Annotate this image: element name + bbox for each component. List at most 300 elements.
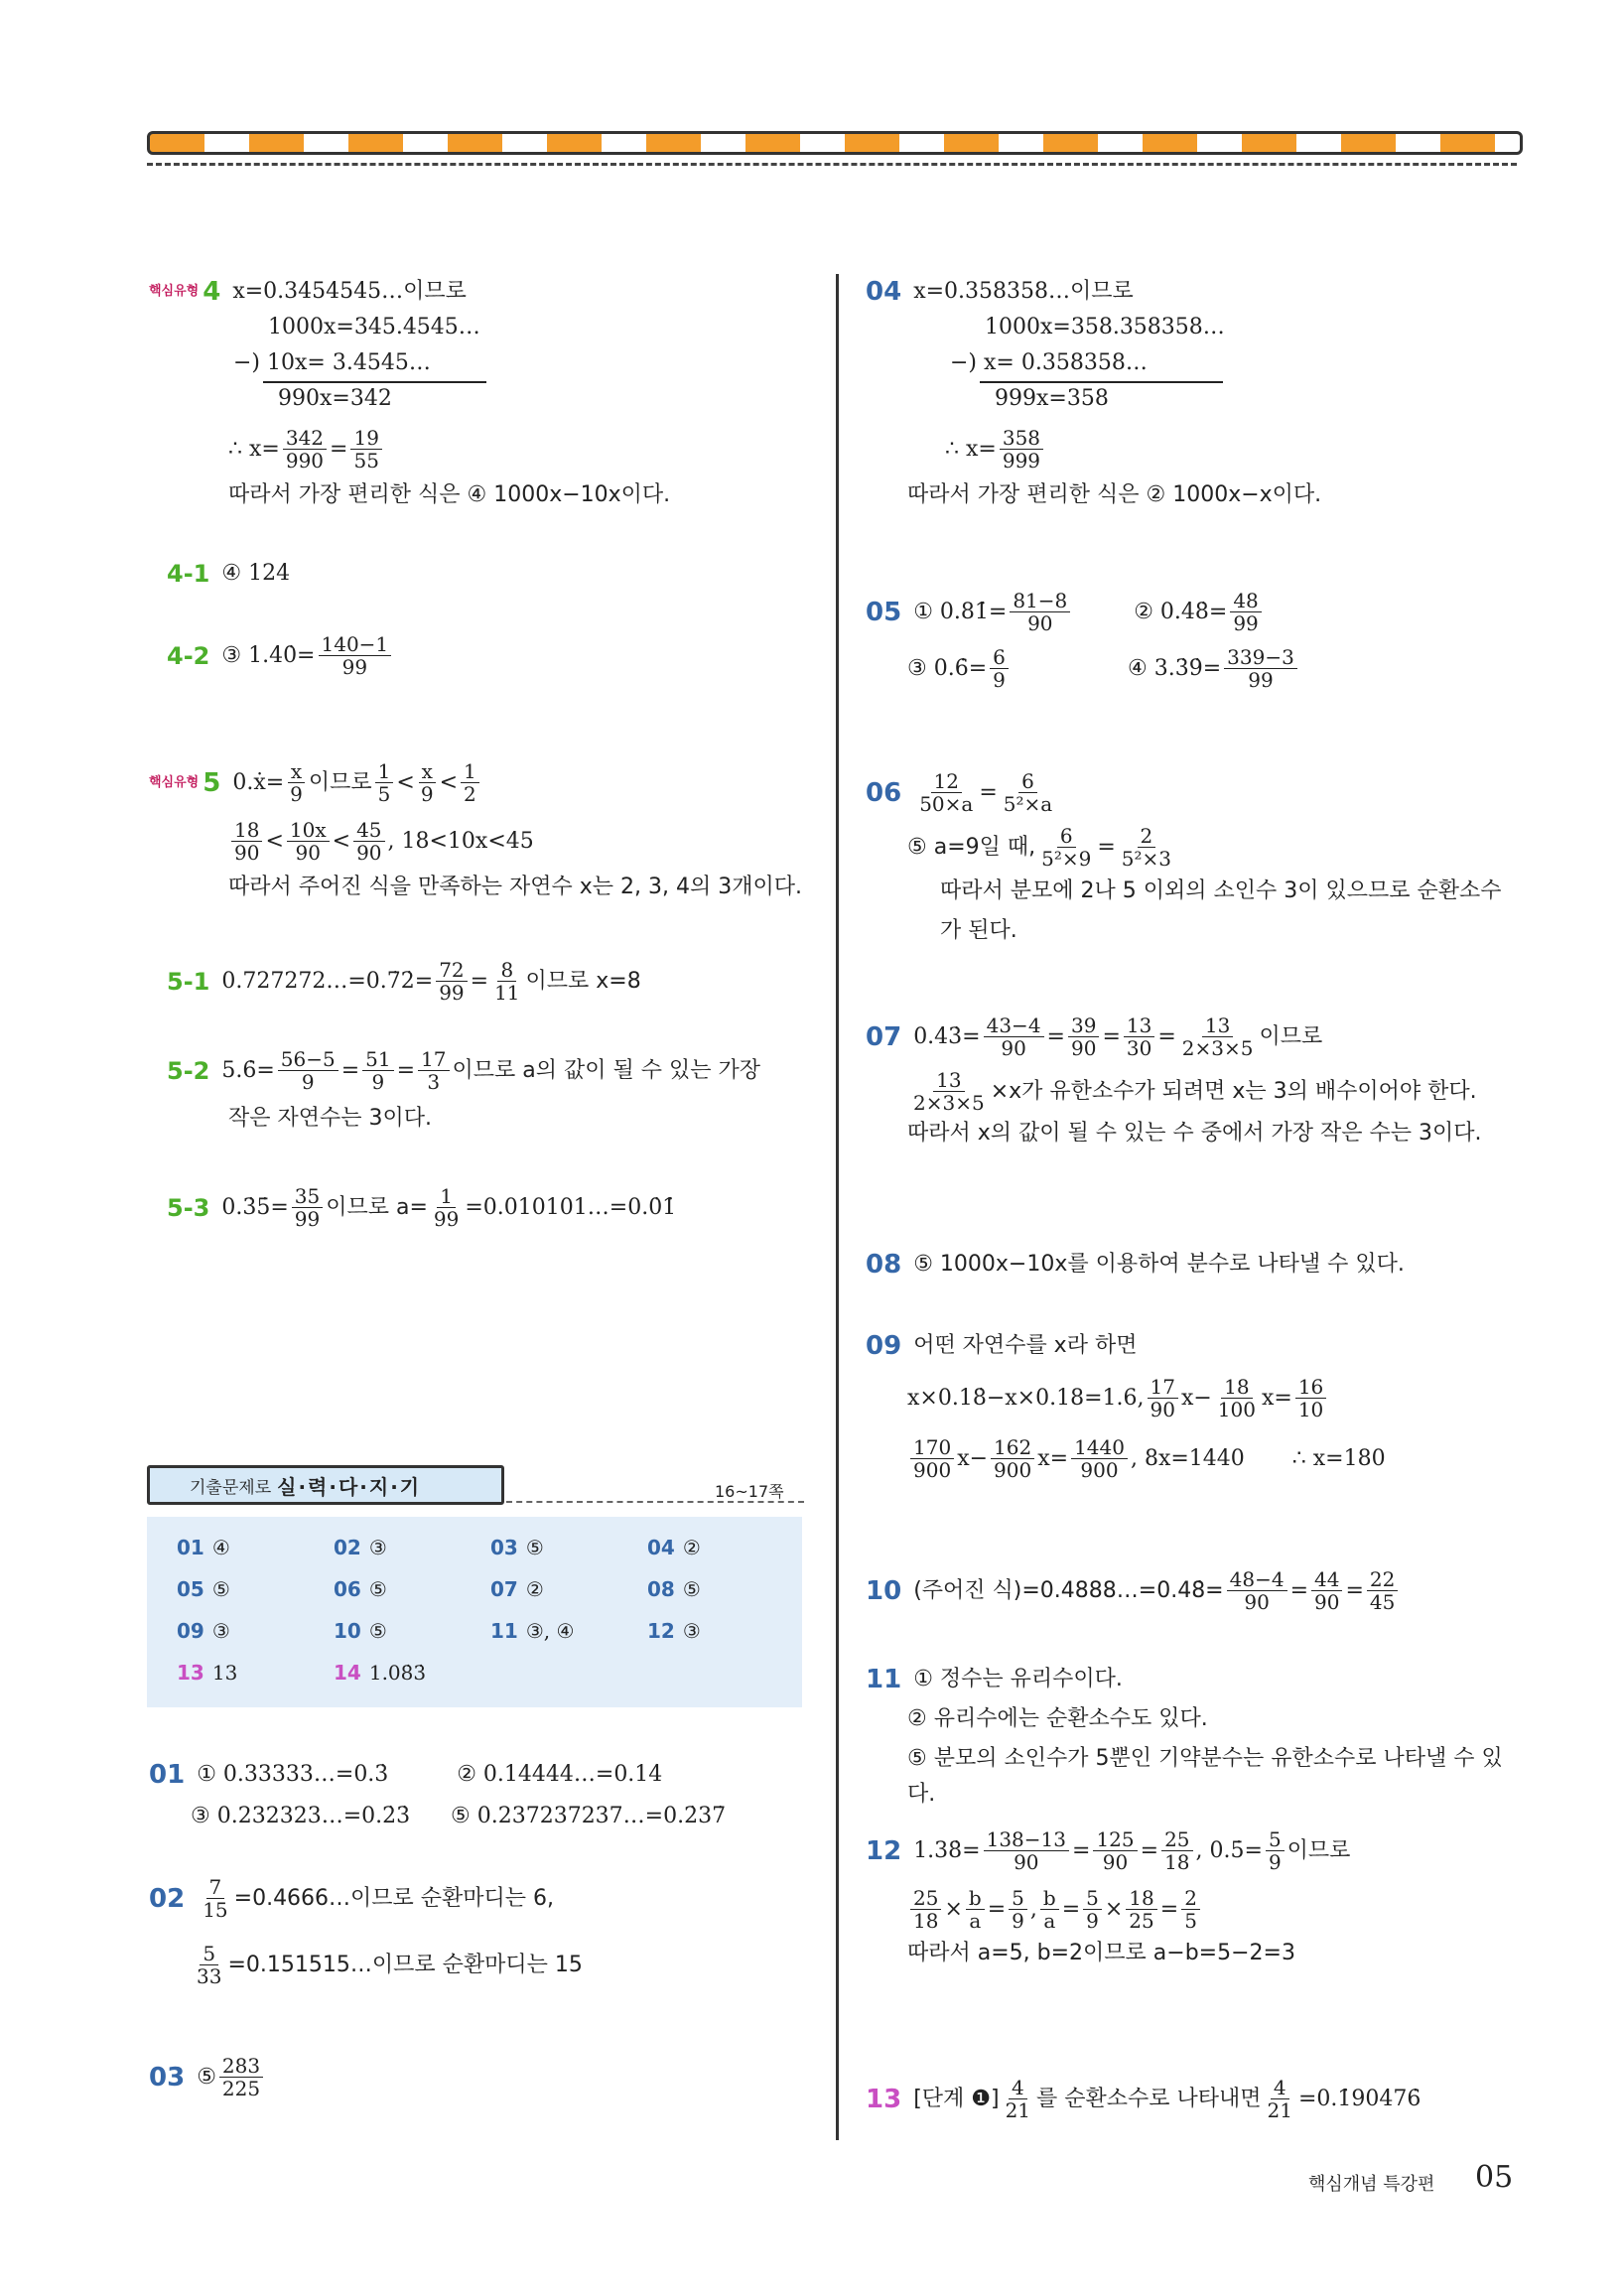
line: ① 정수는 유리수이다. xyxy=(913,1667,1123,1691)
denominator: 2×3×5 xyxy=(1181,1036,1254,1060)
less-than: < xyxy=(332,828,351,854)
fraction xyxy=(1179,1014,1257,1059)
item-number: 10 xyxy=(866,1575,902,1606)
fraction xyxy=(362,1048,393,1093)
numerator: b xyxy=(1040,1887,1059,1910)
fraction xyxy=(350,427,381,472)
numerator: 140−1 xyxy=(319,633,392,656)
denominator: 33 xyxy=(197,1964,222,1988)
denominator: 9 xyxy=(420,782,434,806)
numerator: 4 xyxy=(1271,2077,1289,2099)
fraction xyxy=(1215,1376,1259,1420)
text: x− xyxy=(1180,1385,1212,1411)
answer-number: 01 xyxy=(177,1536,204,1559)
denominator: 9 xyxy=(1268,1850,1282,1874)
denominator: 5²×a xyxy=(1003,792,1053,816)
item-number: 06 xyxy=(866,777,902,808)
choice: ① 0.81̇= xyxy=(913,599,1008,624)
answer-cell xyxy=(647,1531,804,1564)
fraction xyxy=(1161,1828,1192,1873)
denominator: 90 xyxy=(1001,1036,1026,1060)
answer-number: 11 xyxy=(490,1619,518,1643)
answer-cell xyxy=(647,1572,804,1606)
answer-grid xyxy=(177,1531,804,1689)
equals: = xyxy=(470,968,489,994)
numerator: x xyxy=(419,760,436,783)
answer-value: 13 xyxy=(211,1661,238,1685)
denominator: 9 xyxy=(993,668,1006,692)
answer-cell xyxy=(177,1656,334,1689)
item-number: 4-2 xyxy=(167,641,210,670)
item-5-2 xyxy=(149,1048,804,1137)
numerator: 8 xyxy=(497,959,516,982)
text: 0.727272…=0.7̇2̇= xyxy=(221,968,434,994)
answer-value: ④ xyxy=(211,1536,230,1559)
answer-box xyxy=(147,1517,802,1707)
question-04 xyxy=(866,274,1521,513)
fraction xyxy=(966,1887,985,1932)
text: x= xyxy=(1037,1445,1069,1471)
numerator: 339−3 xyxy=(1224,646,1297,669)
equals: = xyxy=(1102,1023,1121,1049)
text: =0.4666…이므로 순환마디는 6, xyxy=(233,1885,555,1911)
numerator: 5 xyxy=(1083,1887,1102,1910)
equals: = xyxy=(396,1057,416,1083)
denominator: 99 xyxy=(433,1207,460,1231)
text: 1.38̇= xyxy=(913,1837,981,1863)
line: 따라서 가장 편리한 식은 ④ 1000x−10x이다. xyxy=(228,482,671,507)
denominator: 9 xyxy=(290,782,303,806)
answer-value: ⑤ xyxy=(368,1619,387,1643)
answer: ⑤ 1000x−10x를 이용하여 분수로 나타낼 수 있다. xyxy=(913,1252,1405,1277)
core-type-tag: 핵심유형 xyxy=(149,284,200,299)
line: 따라서 a=5, b=2이므로 a−b=5−2=3 xyxy=(907,1941,1295,1965)
column-divider xyxy=(836,274,839,2140)
fraction xyxy=(1040,1887,1059,1932)
fraction xyxy=(1119,825,1174,870)
answer-number: 05 xyxy=(177,1577,204,1601)
header-big: 실·력·다·지·기 xyxy=(277,1474,422,1499)
answer-cell xyxy=(334,1656,490,1689)
numerator: 13 xyxy=(1202,1014,1233,1037)
fraction xyxy=(431,1185,462,1230)
answer-value: ② xyxy=(525,1577,544,1601)
fraction xyxy=(1266,1828,1285,1873)
question-07 xyxy=(866,1014,1521,1151)
decorative-top-band xyxy=(147,131,1523,155)
fraction xyxy=(1227,1568,1287,1613)
denominator: 9 xyxy=(301,1070,315,1094)
core-type-4 xyxy=(149,274,804,513)
fraction xyxy=(1124,1014,1154,1059)
equals: = xyxy=(1159,1896,1179,1922)
denominator: 90 xyxy=(1150,1398,1175,1421)
answer-cell xyxy=(490,1572,647,1606)
calc-line: −) x= 0.358358… xyxy=(950,350,1148,375)
fraction xyxy=(910,1887,941,1932)
text: 0.43̇= xyxy=(913,1023,981,1049)
fraction xyxy=(1230,590,1261,634)
numerator: 283 xyxy=(219,2055,263,2078)
equals: = xyxy=(1072,1837,1091,1863)
question-13 xyxy=(866,2077,1521,2121)
item-number: 12 xyxy=(866,1835,902,1866)
numerator: 1 xyxy=(375,760,394,783)
numerator: 25 xyxy=(910,1887,941,1910)
answer: ④ 124 xyxy=(221,561,291,586)
item-5-1 xyxy=(149,959,804,1004)
fraction xyxy=(491,959,522,1004)
fraction xyxy=(916,770,976,815)
denominator: 99 xyxy=(439,981,465,1005)
numerator: 56−5 xyxy=(278,1048,338,1071)
numerator: 25 xyxy=(1161,1828,1192,1851)
fraction xyxy=(287,760,306,805)
numerator: 342 xyxy=(283,427,327,450)
fraction xyxy=(910,1069,988,1114)
equals: = xyxy=(1140,1837,1159,1863)
text: , 0.5̇= xyxy=(1195,1837,1263,1863)
answer-cell xyxy=(490,1531,647,1564)
numerator: 48−4 xyxy=(1227,1568,1287,1591)
denominator: 99 xyxy=(341,655,368,679)
line: 따라서 주어진 식을 만족하는 자연수 x는 2, 3, 4의 3개이다. xyxy=(228,875,802,899)
item-number: 05 xyxy=(866,597,902,627)
answer-box-header xyxy=(147,1465,504,1505)
answer-cell xyxy=(334,1572,490,1606)
fraction xyxy=(1009,1887,1027,1932)
fraction xyxy=(1071,1436,1128,1481)
numerator: 48 xyxy=(1230,590,1261,612)
fraction xyxy=(1367,1568,1398,1613)
numerator: 5 xyxy=(1009,1887,1027,1910)
therefore: ∴ x= xyxy=(228,436,280,462)
answer-value: ⑤ xyxy=(682,1577,701,1601)
calc-line: 1000x=358.358358… xyxy=(985,315,1225,339)
denominator: 21 xyxy=(1005,2098,1031,2122)
calc-line: 999x=358 xyxy=(995,386,1109,411)
question-11 xyxy=(866,1662,1521,1813)
fraction xyxy=(1181,1887,1200,1932)
answer-value: ③, ④ xyxy=(525,1619,575,1643)
fraction xyxy=(278,1048,338,1093)
denominator: 99 xyxy=(1248,668,1274,692)
denominator: 2 xyxy=(464,782,476,806)
less-than: < xyxy=(265,828,284,854)
denominator: 900 xyxy=(1080,1458,1119,1482)
line: ③ 1.4̇0̇= xyxy=(221,642,316,668)
denominator: 50×a xyxy=(919,792,974,816)
choice: ③ 0.232323…=0.2̇3̇ xyxy=(191,1804,411,1828)
numerator: 39 xyxy=(1068,1014,1099,1037)
answer-value: ⑤ xyxy=(525,1536,544,1559)
denominator: 5²×9 xyxy=(1041,847,1092,871)
item-number: 04 xyxy=(866,277,902,307)
fraction xyxy=(418,1048,449,1093)
decorative-dashed-line xyxy=(147,163,1517,166)
item-number: 07 xyxy=(866,1021,902,1052)
numerator: x xyxy=(288,760,305,783)
answer-value: ⑤ xyxy=(368,1577,387,1601)
fraction xyxy=(1126,1887,1156,1932)
line: 따라서 가장 편리한 식은 ② 1000x−x이다. xyxy=(907,482,1322,507)
fraction xyxy=(1093,1828,1137,1873)
denominator: 90 xyxy=(356,841,382,865)
choice: ② 0.4̇8̇= xyxy=(1134,599,1228,624)
fraction xyxy=(1295,1376,1326,1420)
denominator: 900 xyxy=(913,1458,952,1482)
question-01 xyxy=(149,1757,804,1834)
denominator: 90 xyxy=(1027,611,1053,635)
item-number: 13 xyxy=(866,2084,902,2114)
equals: = xyxy=(979,779,998,805)
text: 이므로 a의 값이 될 수 있는 가장 xyxy=(452,1057,760,1083)
line: 어떤 자연수를 x라 하면 xyxy=(913,1333,1138,1358)
page-range: 16~17쪽 xyxy=(715,1482,784,1501)
question-10 xyxy=(866,1568,1521,1613)
numerator: 81−8 xyxy=(1010,590,1070,612)
fraction xyxy=(1000,427,1043,472)
item-number: 02 xyxy=(149,1883,186,1914)
equals: = xyxy=(1157,1023,1176,1049)
fraction xyxy=(283,427,327,472)
numerator: 43−4 xyxy=(984,1014,1044,1037)
fraction xyxy=(1068,1014,1099,1059)
text: =0.151515…이므로 순환마디는 15 xyxy=(227,1952,583,1977)
choice: ⑤ 0.237237237…=0.2̇37̇ xyxy=(451,1804,727,1828)
numerator: 18 xyxy=(1221,1376,1252,1399)
denominator: 45 xyxy=(1369,1590,1396,1614)
answer-number: 10 xyxy=(334,1619,361,1643)
numerator: 72 xyxy=(436,959,467,982)
equals: = xyxy=(340,1057,360,1083)
fraction xyxy=(1001,770,1055,815)
fraction xyxy=(418,760,437,805)
item-number: 09 xyxy=(866,1331,902,1361)
text: 이므로 xyxy=(308,769,372,795)
numerator: 22 xyxy=(1367,1568,1398,1591)
denominator: 90 xyxy=(1314,1590,1340,1614)
item-number: 5-1 xyxy=(167,967,210,996)
times: × xyxy=(944,1896,963,1922)
answer-number: 03 xyxy=(490,1536,518,1559)
item-number: 5-3 xyxy=(167,1193,210,1222)
fraction xyxy=(200,1876,230,1921)
text: ⑤ a=9일 때, xyxy=(907,834,1036,860)
fraction xyxy=(1311,1568,1342,1613)
denominator: 9 xyxy=(371,1070,385,1094)
fraction xyxy=(990,646,1009,691)
answer-value: ③ xyxy=(211,1619,230,1643)
choice: ② 0.14444…=0.14̇ xyxy=(457,1762,663,1787)
calc-line: 990x=342 xyxy=(278,386,392,411)
fraction xyxy=(219,2055,263,2099)
answer-cell xyxy=(177,1614,334,1648)
numerator: 5 xyxy=(200,1943,218,1965)
less-than: < xyxy=(396,769,415,795)
equals: = xyxy=(1289,1577,1308,1603)
numerator: 2 xyxy=(1181,1887,1200,1910)
denominator: 90 xyxy=(1102,1850,1129,1874)
denominator: 90 xyxy=(234,841,260,865)
fraction xyxy=(1038,825,1094,870)
item-number: 4-1 xyxy=(167,560,210,588)
text: ×x가 유한소수가 되려면 x는 3의 배수이어야 한다. xyxy=(990,1078,1477,1104)
denominator: 90 xyxy=(1244,1590,1270,1614)
line: x=0.358358…이므로 xyxy=(913,279,1134,304)
numerator: 1 xyxy=(437,1185,456,1208)
step-label: [단계 ❶] xyxy=(913,2086,1000,2111)
fraction xyxy=(231,819,262,864)
fraction xyxy=(375,760,394,805)
denominator: 11 xyxy=(494,981,520,1005)
question-03 xyxy=(149,2055,804,2099)
answer-cell xyxy=(334,1531,490,1564)
denominator: 5 xyxy=(377,782,391,806)
denominator: 5 xyxy=(1184,1909,1197,1933)
denominator: a xyxy=(1043,1909,1056,1933)
choice: ⑤ xyxy=(197,2064,216,2090)
answer-value: ③ xyxy=(682,1619,701,1643)
page-number: 05 xyxy=(1475,2160,1514,2195)
line: ⑤ 분모의 소인수가 5뿐인 기약분수는 유한소수로 나타낼 수 있다. xyxy=(907,1746,1503,1807)
line: 가 된다. xyxy=(940,918,1017,943)
line: ② 유리수에는 순환소수도 있다. xyxy=(907,1706,1208,1731)
fraction xyxy=(319,633,392,678)
numerator: 12 xyxy=(931,770,962,793)
numerator: 44 xyxy=(1311,1568,1342,1591)
question-12 xyxy=(866,1828,1521,1971)
less-than: < xyxy=(439,769,459,795)
line: 따라서 x의 값이 될 수 있는 수 중에서 가장 작은 수는 3이다. xyxy=(907,1121,1482,1146)
numerator: 6 xyxy=(990,646,1009,669)
denominator: 90 xyxy=(1070,1036,1097,1060)
text: , 18<10x<45 xyxy=(387,828,534,854)
numerator: b xyxy=(966,1887,985,1910)
denominator: 5²×3 xyxy=(1121,847,1172,871)
numerator: 18 xyxy=(231,819,262,842)
equals: = xyxy=(1061,1896,1081,1922)
core-type-tag: 핵심유형 xyxy=(149,774,200,790)
answer-number: 06 xyxy=(334,1577,361,1601)
item-number: 5-2 xyxy=(167,1056,210,1085)
fraction xyxy=(436,959,467,1004)
question-02 xyxy=(149,1876,804,1987)
denominator: 3 xyxy=(427,1070,441,1094)
denominator: 21 xyxy=(1267,2098,1292,2122)
numerator: 6 xyxy=(1057,825,1076,848)
answer-number: 07 xyxy=(490,1577,518,1601)
answer-cell xyxy=(177,1572,334,1606)
fraction xyxy=(287,819,330,864)
item-5-3 xyxy=(149,1185,804,1230)
answer-value: ③ xyxy=(368,1536,387,1559)
answer-number: 09 xyxy=(177,1619,204,1643)
answer-value: ⑤ xyxy=(211,1577,230,1601)
core-type-5 xyxy=(149,760,804,905)
denominator: 25 xyxy=(1129,1909,1154,1933)
denominator: 225 xyxy=(221,2077,261,2100)
item-4-1 xyxy=(149,556,804,592)
denominator: 90 xyxy=(295,841,321,865)
answer-cell xyxy=(334,1614,490,1648)
item-number: 03 xyxy=(149,2062,186,2093)
text: 이므로 a= xyxy=(326,1194,428,1220)
answer-cell xyxy=(647,1614,804,1648)
denominator: 18 xyxy=(913,1909,939,1933)
question-08 xyxy=(866,1247,1521,1283)
text: 이므로 xyxy=(1259,1023,1323,1049)
fraction xyxy=(1010,590,1070,634)
numerator: 5 xyxy=(1266,1828,1285,1851)
item-number: 01 xyxy=(149,1760,186,1790)
fraction xyxy=(991,1436,1034,1481)
item-number: 11 xyxy=(866,1665,902,1694)
fraction xyxy=(1224,646,1297,691)
text: 를 순환소수로 나타내면 xyxy=(1036,2086,1262,2111)
choice: ③ 0.6̇= xyxy=(907,655,988,681)
numerator: 16 xyxy=(1295,1376,1326,1399)
question-05 xyxy=(866,590,1521,691)
item-number: 08 xyxy=(866,1250,902,1280)
denominator: 10 xyxy=(1297,1398,1324,1421)
answer-cell xyxy=(177,1531,334,1564)
numerator: 138−13 xyxy=(984,1828,1069,1851)
numerator: 4 xyxy=(1009,2077,1027,2099)
fraction xyxy=(910,1436,954,1481)
numerator: 1440 xyxy=(1071,1436,1128,1459)
item-number: 4 xyxy=(203,277,221,307)
answer-number: 02 xyxy=(334,1536,361,1559)
numerator: 358 xyxy=(1000,427,1043,450)
denominator: 99 xyxy=(294,1207,321,1231)
text: =0.1̇90476̇ xyxy=(1298,2086,1421,2111)
equals: = xyxy=(987,1896,1007,1922)
text: 이므로 xyxy=(1286,1837,1351,1863)
answer-number: 14 xyxy=(334,1661,361,1685)
item-number: 5 xyxy=(203,767,221,798)
fraction xyxy=(984,1014,1044,1059)
choice: ④ 3.3̇9̇= xyxy=(1128,655,1222,681)
answer-value: 1.08̇3̇ xyxy=(368,1661,427,1685)
text: 이므로 x=8 xyxy=(525,968,641,994)
answer-cell xyxy=(490,1614,647,1648)
question-09 xyxy=(866,1328,1521,1481)
text: x= xyxy=(1261,1385,1292,1411)
denominator: 18 xyxy=(1164,1850,1190,1874)
denominator: 55 xyxy=(353,449,379,473)
text: (주어진 식)=0.4888…=0.48̇= xyxy=(913,1577,1224,1603)
numerator: 35 xyxy=(292,1185,323,1208)
numerator: 2 xyxy=(1138,825,1156,848)
numerator: 13 xyxy=(1124,1014,1154,1037)
denominator: 9 xyxy=(1086,1909,1099,1933)
fraction xyxy=(194,1943,224,1987)
fraction xyxy=(1083,1887,1102,1932)
text: 5.6̇= xyxy=(221,1057,275,1083)
denominator: 15 xyxy=(203,1898,228,1922)
calc-line: −) 10x= 3.4545… xyxy=(233,350,431,375)
denominator: 9 xyxy=(1012,1909,1024,1933)
fraction xyxy=(984,1828,1069,1873)
calc-line: 1000x=345.4545… xyxy=(268,315,480,339)
comma: , xyxy=(1029,1896,1037,1922)
numerator: 125 xyxy=(1093,1828,1137,1851)
question-06 xyxy=(866,770,1521,949)
numerator: 7 xyxy=(206,1876,225,1899)
denominator: 990 xyxy=(285,449,325,473)
answer-number: 13 xyxy=(177,1661,204,1685)
